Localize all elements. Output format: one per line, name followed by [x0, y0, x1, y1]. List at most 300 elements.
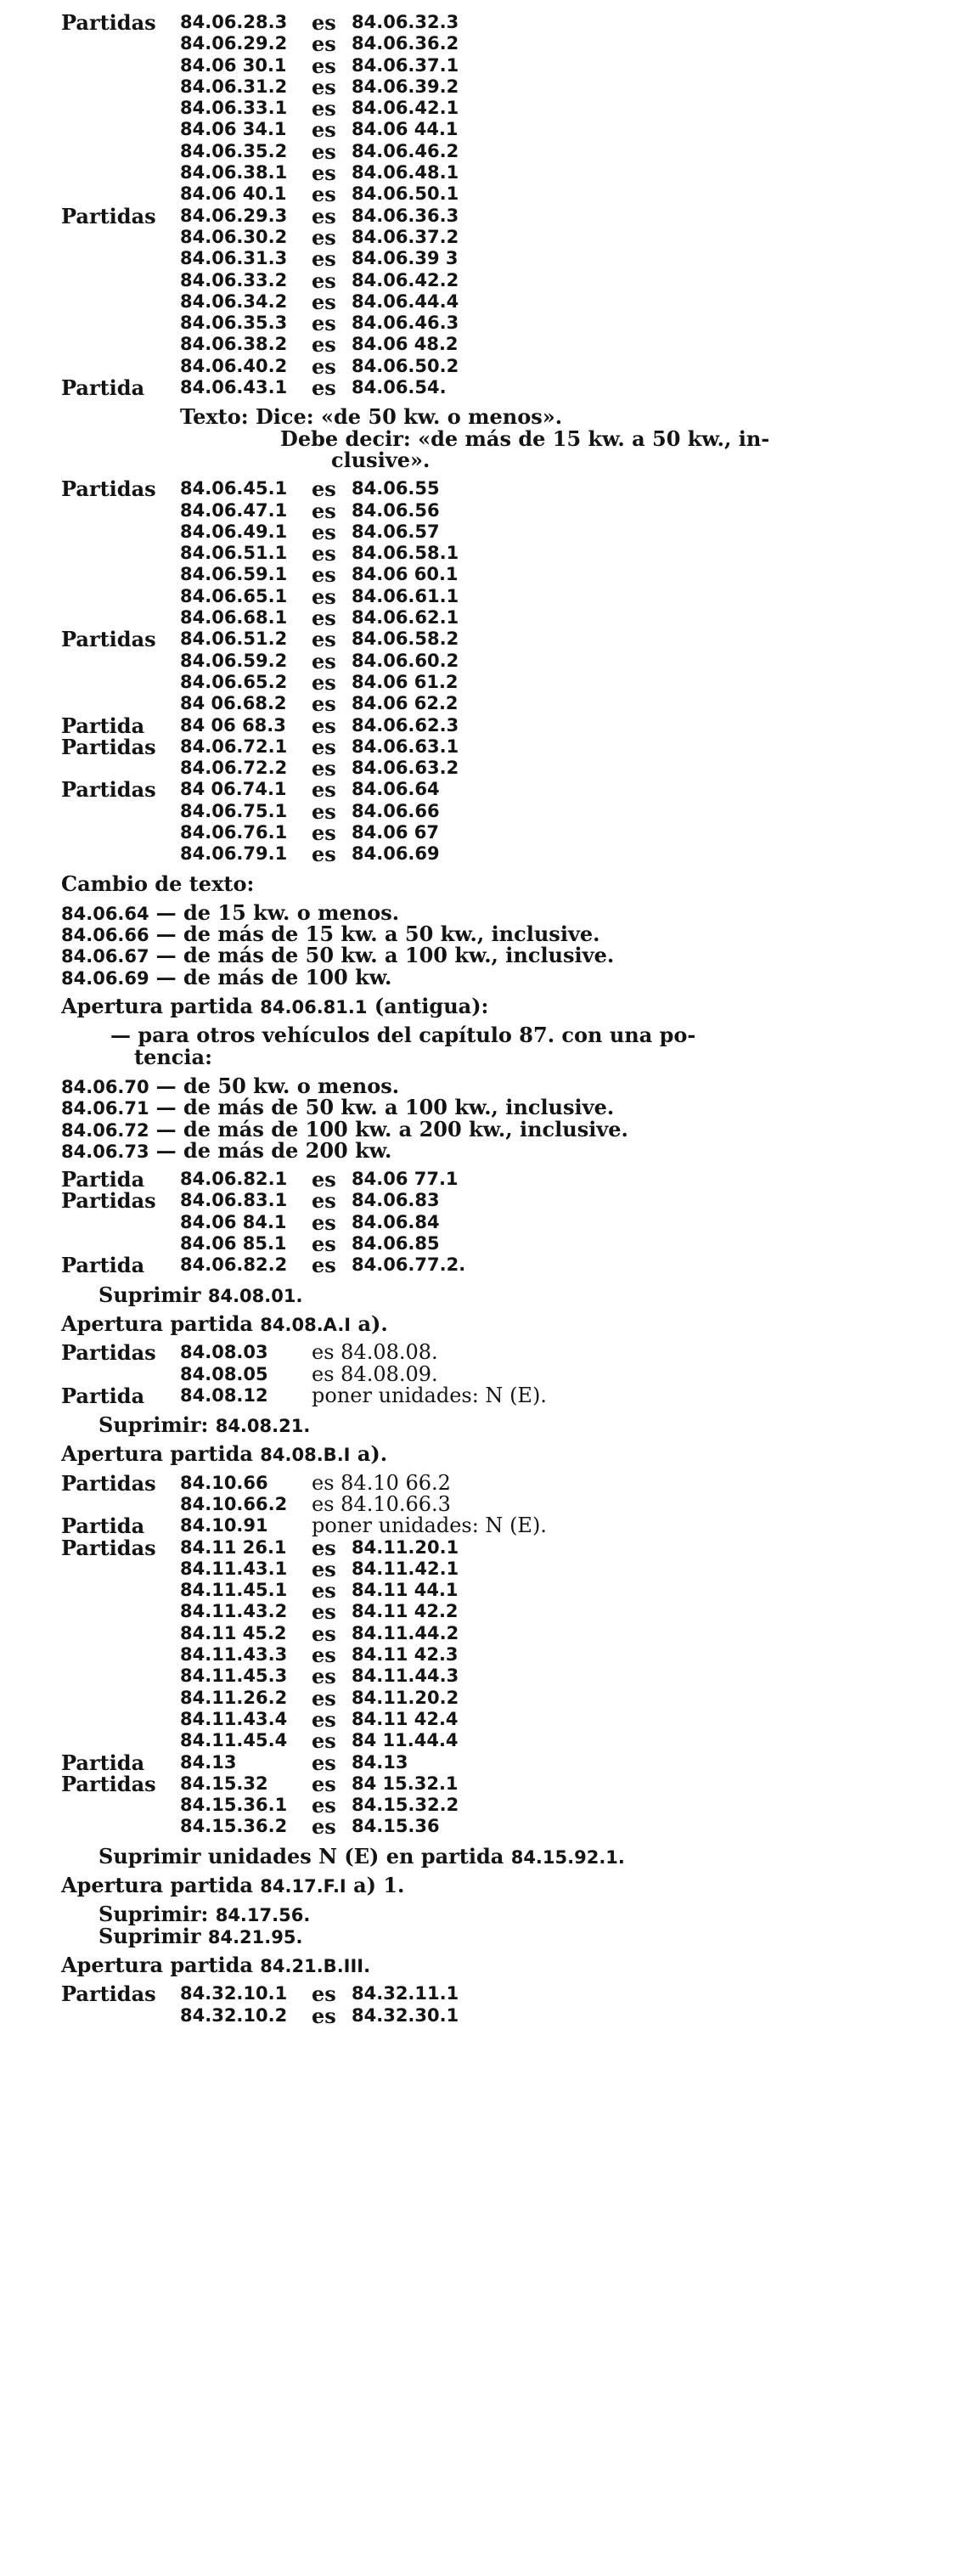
partida-es: es — [312, 1578, 336, 1604]
partida-new-code: 84.06 61.2 — [352, 671, 459, 692]
partida-es: es — [312, 583, 336, 609]
partida-new-code: 84.06.61.1 — [352, 585, 459, 606]
partida-code: 84.06.29.3 — [180, 205, 288, 226]
partida-code: 84.11.43.2 — [180, 1601, 288, 1622]
partidas-block-5 — [61, 1470, 910, 1539]
partida-label: Partidas — [61, 1340, 156, 1366]
partida-row — [61, 476, 910, 502]
partida-new-code: 84.06.48.1 — [352, 162, 459, 183]
partida-row — [61, 1470, 910, 1496]
partida-new-code: 84.06.62.3 — [352, 714, 459, 736]
partida-row — [61, 1513, 910, 1539]
partida-row — [61, 1361, 910, 1386]
partida-es: es — [312, 1814, 336, 1840]
partida-code: 84.06.38.1 — [180, 162, 288, 183]
partida-row — [61, 606, 910, 631]
code-text-row — [61, 964, 910, 989]
document-page — [61, 12, 910, 2026]
partida-new-code: 84.06.42.2 — [352, 269, 459, 290]
partida-new-code: 84.06.37.1 — [352, 54, 459, 76]
partida-row — [61, 76, 910, 98]
partida-es: es — [312, 246, 336, 272]
partida-es: es — [312, 1981, 336, 2007]
partida-es: es — [312, 224, 336, 250]
partida-new-code: 84.06.46.2 — [352, 140, 459, 161]
partida-new-code: 84.13 — [352, 1751, 408, 1773]
partida-code: 84.06.40.2 — [180, 355, 288, 376]
partida-es: es — [312, 1643, 336, 1668]
partida-code: 84.11.43.4 — [180, 1708, 288, 1729]
apertura-dash-cont: tencia: — [134, 1044, 212, 1069]
partida-new-code: 84.11 42.4 — [352, 1708, 459, 1729]
partida-new-code: 84.06.58.2 — [352, 628, 459, 650]
partida-note: es 84.10 66.2 — [312, 1470, 451, 1495]
partida-label: Partidas — [61, 1535, 156, 1560]
partida-label: Partidas — [61, 203, 156, 228]
partida-label: Partida — [61, 1253, 145, 1278]
partida-row — [61, 843, 910, 865]
row-code: 84.06.66 — [61, 925, 149, 946]
partida-row — [61, 543, 910, 564]
partida-es: es — [312, 1685, 336, 1711]
partida-row — [61, 1814, 910, 1840]
partida-code: 84.15.32 — [180, 1773, 268, 1794]
partidas-block-3 — [61, 1169, 910, 1276]
partida-es: es — [312, 562, 336, 588]
partida-code: 84.32.10.1 — [180, 1983, 288, 2004]
partida-row — [61, 1578, 910, 1604]
row-text: — de más de 200 kw. — [155, 1137, 392, 1163]
partida-row — [61, 500, 910, 521]
code-text-row — [61, 1075, 910, 1096]
partida-code: 84.11.26.2 — [180, 1687, 288, 1708]
partida-new-code: 84.11.44.2 — [352, 1622, 459, 1643]
partida-row — [61, 521, 910, 543]
partida-code: 84.06 30.1 — [180, 54, 287, 76]
partida-es: es — [312, 353, 336, 379]
partida-es: es — [312, 820, 336, 845]
partida-code: 84.06.79.1 — [180, 843, 288, 865]
partida-row — [61, 1340, 910, 1366]
code-text-row — [61, 944, 910, 966]
partida-label: Partida — [61, 1167, 145, 1192]
partida-new-code: 84.32.11.1 — [352, 1983, 459, 2004]
partida-code: 84.06.65.1 — [180, 585, 288, 606]
partida-row — [61, 117, 910, 143]
partida-code: 84.15.36.2 — [180, 1816, 288, 1837]
partida-es: es — [312, 1599, 336, 1625]
partida-new-code: 84.06.63.1 — [352, 736, 459, 757]
partida-new-code: 84.06 44.1 — [352, 119, 459, 140]
row-code: 84.06.64 — [61, 903, 149, 924]
partida-label: Partidas — [61, 10, 156, 35]
partidas-block-6 — [61, 1537, 910, 1838]
partida-es: es — [312, 1167, 336, 1192]
partida-code: 84.06.51.1 — [180, 543, 288, 564]
partida-label: Partida — [61, 1513, 145, 1539]
partida-new-code: 84.11 44.1 — [352, 1580, 459, 1601]
row-code: 84.06.69 — [61, 967, 149, 989]
partida-es: es — [312, 1664, 336, 1689]
partida-row — [61, 1773, 910, 1795]
partida-row — [61, 332, 910, 358]
partida-code: 84.06.33.1 — [180, 98, 288, 119]
partida-es: es — [312, 1750, 336, 1775]
partida-code: 84.08.12 — [180, 1384, 268, 1406]
partida-new-code: 84.06.50.1 — [352, 183, 459, 205]
partida-code: 84.06.82.1 — [180, 1169, 288, 1190]
suprimir-3: Suprimir unidades N (E) en partida 84.15.92.1. — [98, 1843, 625, 1869]
partida-new-code: 84.15.32.2 — [352, 1795, 459, 1816]
partida-row — [61, 270, 910, 291]
partida-es: es — [312, 713, 336, 738]
partida-new-code: 84.06 60.1 — [352, 564, 459, 585]
partida-code: 84.06.72.2 — [180, 758, 288, 779]
partida-es: es — [312, 777, 336, 803]
partida-code: 84.06.82.2 — [180, 1254, 288, 1276]
partida-code: 84.15.36.1 — [180, 1795, 288, 1816]
partida-es: es — [312, 203, 336, 228]
partida-note: es 84.08.08. — [312, 1340, 438, 1365]
row-text: — de más de 100 kw. — [155, 964, 392, 989]
partida-code: 84.11.45.1 — [180, 1580, 288, 1601]
partida-es: es — [312, 96, 336, 121]
partida-code: 84.11.45.3 — [180, 1666, 288, 1687]
partida-code: 84.06.35.3 — [180, 313, 288, 334]
partida-es: es — [312, 734, 336, 759]
partida-new-code: 84.06.63.2 — [352, 758, 459, 779]
partida-new-code: 84.06.39 3 — [352, 248, 459, 269]
apertura-dash: — para otros vehículos del capítulo 87. con una po- — [110, 1023, 696, 1048]
partida-row — [61, 822, 910, 843]
partida-code: 84.13 — [180, 1751, 237, 1773]
partida-row — [61, 12, 910, 33]
partida-es: es — [312, 53, 336, 78]
partida-label: Partidas — [61, 476, 156, 502]
apertura-heading-1: Apertura partida 84.06.81.1 (antigua): — [61, 994, 489, 1019]
partida-code: 84.06.59.1 — [180, 564, 288, 585]
partida-es: es — [312, 1621, 336, 1646]
suprimir-4: Suprimir: 84.17.56. — [98, 1902, 311, 1927]
partida-new-code: 84.06.32.3 — [352, 12, 459, 32]
partida-code: 84.06.47.1 — [180, 499, 288, 521]
partida-code: 84.11.43.1 — [180, 1558, 288, 1579]
partida-new-code: 84.06.57 — [352, 521, 440, 542]
partida-label: Partidas — [61, 777, 156, 803]
row-text: — de más de 50 kw. a 100 kw., inclusive. — [155, 943, 615, 968]
partida-note: es 84.10.66.3 — [312, 1492, 451, 1516]
partida-new-code: 84.06.42.1 — [352, 98, 459, 119]
partida-label: Partida — [61, 1383, 145, 1408]
partida-label: Partidas — [61, 1981, 156, 2007]
partida-row — [61, 31, 910, 57]
partida-es: es — [312, 1209, 336, 1235]
partida-es: es — [312, 498, 336, 523]
partida-new-code: 84.11 42.3 — [352, 1644, 459, 1666]
partida-code: 84.06.29.2 — [180, 33, 288, 54]
partida-row — [61, 1232, 910, 1257]
partida-row — [61, 648, 910, 674]
partida-new-code: 84.06 77.1 — [352, 1169, 459, 1190]
suprimir-5: Suprimir 84.21.95. — [98, 1923, 303, 1948]
partida-code: 84 06.68.2 — [180, 693, 287, 714]
partida-new-code: 84.06.46.3 — [352, 313, 459, 334]
partida-new-code: 84.06.39.2 — [352, 76, 459, 97]
row-text: — de más de 100 kw. a 200 kw., inclusive. — [155, 1116, 628, 1141]
partida-new-code: 84.06.62.1 — [352, 607, 459, 628]
partidas-block-1 — [61, 10, 910, 401]
texto-debe-decir-cont: clusive». — [331, 447, 431, 472]
partida-code: 84.06.76.1 — [180, 821, 288, 843]
texto-dice: Texto: Dice: «de 50 kw. o menos». — [180, 404, 563, 430]
partida-es: es — [312, 648, 336, 674]
partida-code: 84 06 68.3 — [180, 714, 286, 736]
apertura-heading-4: Apertura partida 84.17.F.I a) 1. — [61, 1873, 405, 1898]
partida-new-code: 84 15.32.1 — [352, 1773, 459, 1794]
row-text: — de más de 15 kw. a 50 kw., inclusive. — [155, 922, 600, 947]
partida-row — [61, 313, 910, 334]
partida-row — [61, 224, 910, 250]
partida-es: es — [312, 74, 336, 99]
partida-code: 84.06 85.1 — [180, 1233, 287, 1254]
partida-row — [61, 798, 910, 824]
partida-new-code: 84 11.44.4 — [352, 1730, 459, 1751]
partida-code: 84.08.03 — [180, 1342, 268, 1363]
partida-new-code: 84.06.36.3 — [352, 205, 459, 226]
partida-row — [61, 1385, 910, 1406]
partida-new-code: 84.06.64 — [352, 779, 440, 800]
partida-row — [61, 55, 910, 76]
partida-row — [61, 583, 910, 609]
partida-es: es — [312, 798, 336, 824]
partida-code: 84.06.72.1 — [180, 736, 288, 757]
partida-row — [61, 1623, 910, 1644]
partida-new-code: 84.06.60.2 — [352, 650, 459, 671]
partida-es: es — [312, 476, 336, 502]
partida-row — [61, 1188, 910, 1214]
row-code: 84.06.67 — [61, 946, 149, 967]
partida-es: es — [312, 1535, 336, 1560]
partida-new-code: 84.06.69 — [352, 843, 440, 865]
partida-es: es — [312, 31, 336, 57]
partida-row — [61, 203, 910, 228]
partida-row — [61, 161, 910, 186]
partida-code: 84.11 45.2 — [180, 1622, 287, 1643]
partida-new-code: 84.32.30.1 — [352, 2004, 459, 2026]
partida-new-code: 84.06.77.2. — [352, 1254, 466, 1276]
partida-row — [61, 777, 910, 803]
partida-es: es — [312, 669, 336, 695]
partida-code: 84.06.43.1 — [180, 377, 288, 398]
partida-row — [61, 246, 910, 272]
partida-es: es — [312, 1232, 336, 1257]
partida-es: es — [312, 1188, 336, 1214]
partida-es: es — [312, 1793, 336, 1818]
apertura-heading-5: Apertura partida 84.21.B.III. — [61, 1952, 371, 1977]
partida-new-code: 84.06.56 — [352, 499, 440, 521]
partida-row — [61, 291, 910, 313]
partida-label: Partida — [61, 1750, 145, 1775]
partida-row — [61, 1795, 910, 1816]
partida-es: es — [312, 375, 336, 401]
partida-row — [61, 1728, 910, 1754]
potencia-lines — [61, 1075, 910, 1161]
partida-es: es — [312, 138, 336, 164]
partida-code: 84.06.68.1 — [180, 607, 288, 628]
partida-es: es — [312, 161, 336, 186]
partida-new-code: 84.11 42.2 — [352, 1601, 459, 1622]
partida-es: es — [312, 1253, 336, 1278]
partida-row — [61, 1169, 910, 1190]
partida-code: 84.06.35.2 — [180, 140, 288, 161]
partida-row — [61, 2005, 910, 2026]
partida-new-code: 84.06.84 — [352, 1211, 440, 1232]
partida-row — [61, 1494, 910, 1515]
partida-row — [61, 183, 910, 205]
partida-row — [61, 98, 910, 119]
partida-es: es — [312, 268, 336, 293]
partida-row — [61, 1644, 910, 1666]
partida-row — [61, 628, 910, 650]
partida-code: 84.11.45.4 — [180, 1730, 288, 1751]
partidas-block-7 — [61, 1983, 910, 2026]
partida-label: Partidas — [61, 1188, 156, 1214]
partida-code: 84.06.75.1 — [180, 800, 288, 821]
partida-code: 84.06.30.2 — [180, 226, 288, 247]
partida-row — [61, 1981, 910, 2007]
partida-es: es — [312, 627, 336, 652]
partida-new-code: 84.06.85 — [352, 1233, 440, 1254]
texto-debe-decir: Debe decir: «de más de 15 kw. a 50 kw., in- — [280, 426, 770, 451]
partida-es: es — [312, 117, 336, 143]
partida-code: 84.32.10.2 — [180, 2004, 288, 2026]
suprimir-2: Suprimir: 84.08.21. — [98, 1412, 311, 1438]
partida-es: es — [312, 519, 336, 544]
partida-new-code: 84.06.58.1 — [352, 543, 459, 564]
partida-code: 84.06.83.1 — [180, 1190, 288, 1211]
partida-es: es — [312, 289, 336, 314]
partida-label: Partida — [61, 713, 145, 738]
texto-correction — [61, 406, 910, 471]
partida-new-code: 84.06 62.2 — [352, 693, 459, 714]
partida-es: es — [312, 541, 336, 566]
row-code: 84.06.70 — [61, 1076, 149, 1097]
partida-row — [61, 715, 910, 736]
row-code: 84.06.71 — [61, 1098, 149, 1119]
partida-code: 84.06.59.2 — [180, 650, 288, 671]
partida-row — [61, 1599, 910, 1625]
partida-es: es — [312, 10, 336, 35]
partidas-block-2 — [61, 478, 910, 865]
partida-code: 84.10.66.2 — [180, 1494, 288, 1514]
partida-row — [61, 353, 910, 379]
partida-row — [61, 1254, 910, 1276]
partida-code: 84.06.51.2 — [180, 628, 288, 650]
partida-code: 84.06 40.1 — [180, 183, 287, 205]
partida-row — [61, 375, 910, 401]
apertura-heading-2: Apertura partida 84.08.A.I a). — [61, 1311, 388, 1336]
partida-es: es — [312, 691, 336, 717]
partida-code: 84.06.28.3 — [180, 12, 288, 32]
partida-es: es — [312, 606, 336, 631]
partida-row — [61, 1556, 910, 1581]
partida-es: es — [312, 332, 336, 358]
code-text-row — [61, 1096, 910, 1118]
partida-es: es — [312, 1728, 336, 1754]
partida-new-code: 84.06.44.4 — [352, 290, 459, 312]
row-code: 84.06.72 — [61, 1119, 149, 1141]
suprimir-1: Suprimir 84.08.01. — [98, 1282, 303, 1307]
cambio-heading: Cambio de texto: — [61, 871, 255, 896]
partida-code: 84.06.49.1 — [180, 521, 288, 542]
code-text-row — [61, 922, 910, 947]
partida-new-code: 84.11.44.3 — [352, 1666, 459, 1687]
partida-code: 84.06.31.3 — [180, 248, 288, 269]
partida-code: 84.06 84.1 — [180, 1211, 287, 1232]
partida-es: es — [312, 182, 336, 207]
partida-code: 84.06.65.2 — [180, 671, 288, 692]
partida-new-code: 84.11.20.1 — [352, 1536, 459, 1558]
partida-es: es — [312, 2003, 336, 2028]
partida-row — [61, 1685, 910, 1711]
partida-new-code: 84.15.36 — [352, 1816, 440, 1837]
partida-code: 84.06.33.2 — [180, 269, 288, 290]
partida-code: 84.08.05 — [180, 1363, 268, 1384]
partida-new-code: 84.06.37.2 — [352, 226, 459, 247]
partida-label: Partida — [61, 375, 145, 401]
apertura-heading-3: Apertura partida 84.08.B.I a). — [61, 1441, 388, 1467]
row-text: — de 15 kw. o menos. — [155, 899, 400, 925]
partida-row — [61, 736, 910, 758]
partida-new-code: 84.06.55 — [352, 478, 440, 499]
partida-es: es — [312, 842, 336, 867]
partida-row — [61, 691, 910, 717]
partida-es: es — [312, 756, 336, 781]
partida-row — [61, 1209, 910, 1235]
partida-row — [61, 1537, 910, 1559]
partida-code: 84.06.38.2 — [180, 334, 288, 355]
partida-row — [61, 758, 910, 779]
partida-label: Partidas — [61, 1470, 156, 1496]
partida-label: Partidas — [61, 627, 156, 652]
partida-note: es 84.08.09. — [312, 1361, 438, 1386]
partida-note: poner unidades: N (E). — [312, 1383, 547, 1407]
partida-es: es — [312, 1706, 336, 1732]
partida-new-code: 84.06.36.2 — [352, 33, 459, 54]
partida-new-code: 84.06.83 — [352, 1190, 440, 1211]
partida-new-code: 84.11.42.1 — [352, 1558, 459, 1579]
partida-new-code: 84.06 67 — [352, 821, 439, 843]
partida-row — [61, 1706, 910, 1732]
partida-code: 84.06.34.2 — [180, 290, 288, 312]
partida-code: 84.10.91 — [180, 1515, 268, 1536]
partida-row — [61, 138, 910, 164]
code-text-row — [61, 1116, 910, 1141]
partida-code: 84.11.43.3 — [180, 1644, 288, 1666]
partida-code: 84.06.45.1 — [180, 478, 288, 499]
row-text: — de 50 kw. o menos. — [155, 1073, 400, 1098]
partida-row — [61, 1752, 910, 1773]
partida-new-code: 84.06.66 — [352, 800, 440, 821]
partida-es: es — [312, 1771, 336, 1796]
partida-row — [61, 562, 910, 588]
partida-code: 84.06.31.2 — [180, 76, 288, 97]
code-text-row — [61, 1137, 910, 1163]
partida-new-code: 84.06.54. — [352, 377, 447, 398]
partida-code: 84 06.74.1 — [180, 779, 287, 800]
partida-code: 84.10.66 — [180, 1472, 268, 1493]
partida-es: es — [312, 1556, 336, 1581]
